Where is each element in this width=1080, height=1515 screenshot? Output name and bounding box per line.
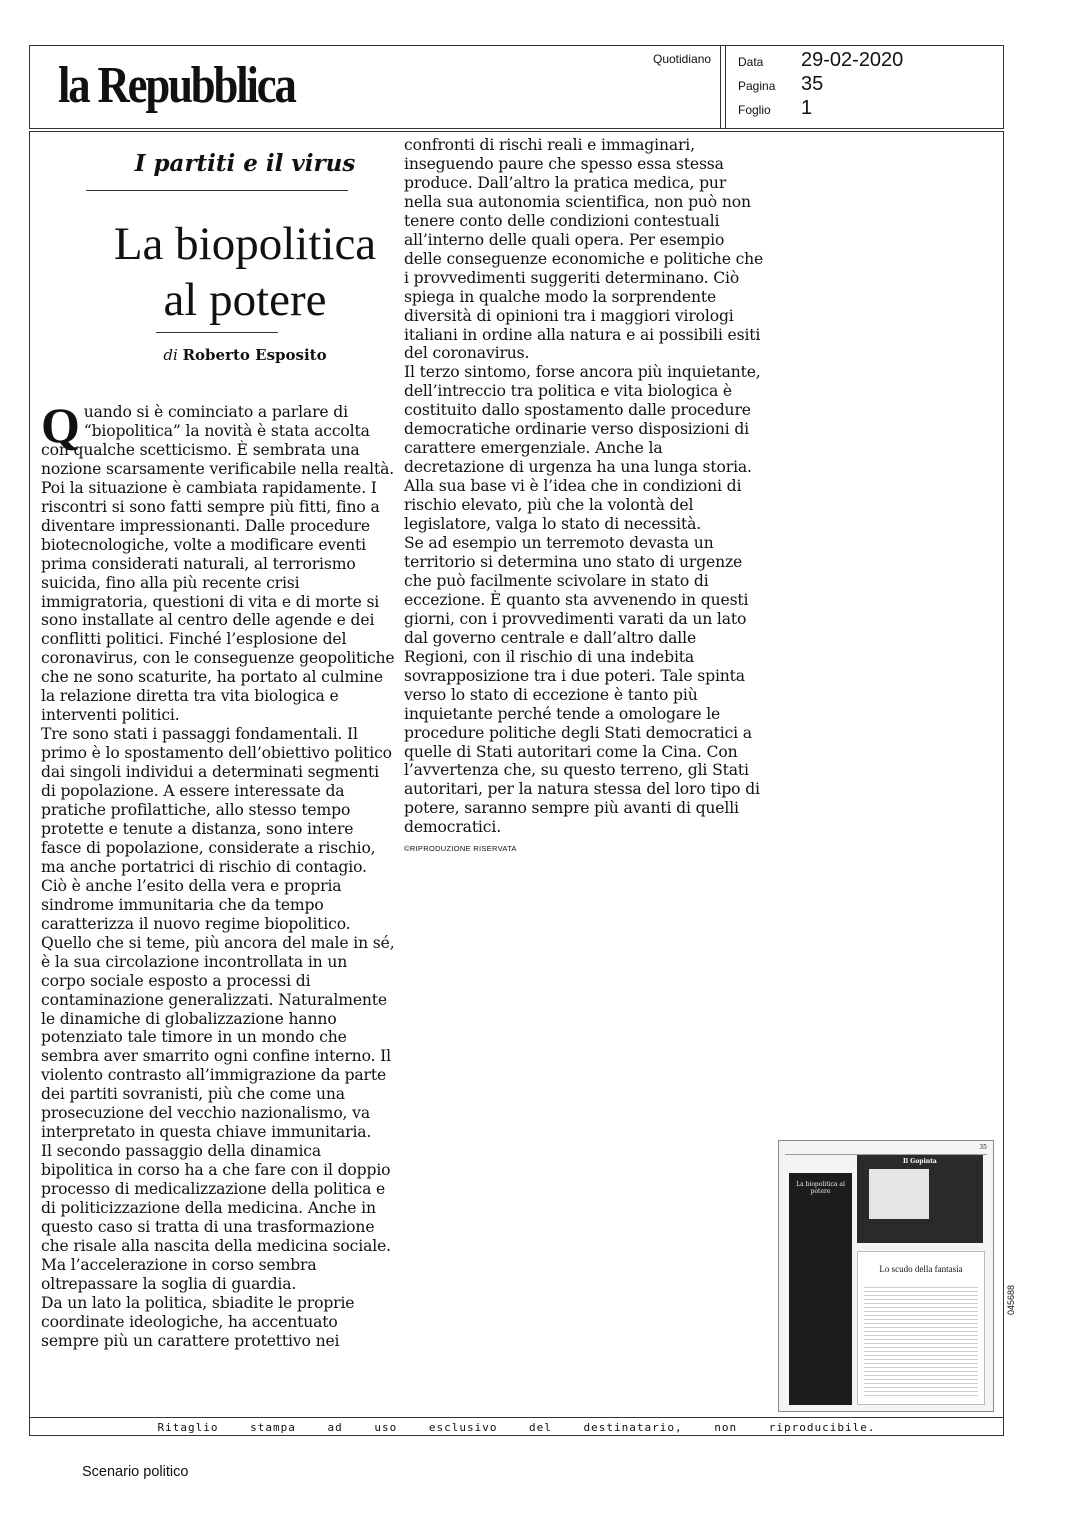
author-name: Roberto Esposito — [182, 346, 327, 364]
article-box — [29, 131, 1016, 1436]
header-divider — [725, 46, 726, 128]
paragraph: Da un lato la politica, sbiadite le proprie coordinate ideologiche, ha accentuato sempre più un carattere protettivo nei — [41, 1293, 355, 1350]
title-line-2: al potere — [163, 274, 327, 326]
title-rule — [156, 332, 278, 333]
thumbnail-right-title: Lo scudo della fantasia — [879, 1264, 963, 1274]
thumbnail-article-column — [789, 1173, 852, 1405]
byline-prefix: di — [163, 346, 178, 364]
paragraph: Il terzo sintomo, forse ancora più inquietante, dell’intreccio tra politica e vita biologica è costituito dallo spostamento dalle procedure democratiche ordinarie verso disposizioni di carattere emergenziale. Anche la decretazione di urgenza ha una lunga storia. Alla sua base vi è l’idea che in condizioni di rischio elevato, più che la volontà del legislatore, valga lo stato di necessità. — [404, 363, 761, 534]
paragraph-text: uando si è cominciato a parlare di “biopolitica” la novità è stata accolta con qualche scetticismo. È sembrata una nozione scarsamente verificabile nella realtà. Poi la situazione è cambiata rapidamente. I riscontri si sono fatti sempre più fitti, fino a diventare impressionanti. Dalle procedure biotecnologiche, volte a modificare eventi prima considerati naturali, al terrorismo suicida, fino alla più recente crisi immigratoria, questioni di vita e di morte si sono installate al centro delle agende e dei conflitti politici. Finché l’esplosione del coronavirus, con le conseguenze geopolitiche che ne sono scaturite, ha portato al culmine la relazione diretta tra vita biologica e interventi politici. — [41, 403, 395, 725]
thumbnail-right-article — [857, 1251, 985, 1405]
reproduction-notice: ©RIPRODUZIONE RISERVATA — [404, 844, 517, 854]
newspaper-masthead: la Repubblica — [58, 57, 295, 114]
meta-date-label: Data — [738, 55, 764, 69]
thumbnail-photo-label: Il Gopinta — [903, 1158, 937, 1165]
drop-cap: Q — [41, 397, 80, 453]
page-thumbnail — [778, 1140, 994, 1412]
thumbnail-text-lines — [864, 1284, 978, 1396]
title-line-1: La biopolitica — [113, 218, 377, 270]
publication-type: Quotidiano — [653, 52, 712, 66]
clipping-header — [29, 45, 1004, 129]
article-title — [70, 216, 420, 328]
text-column-1 — [41, 397, 396, 1351]
meta-page-value: 35 — [801, 73, 824, 95]
paragraph: confronti di rischi reali e immaginari, inseguendo paure che spesso essa stessa produce. Dall’altro la pratica medica, pur nella sua autonomia scientifica, non può non tenere conto delle condizioni contestuali all’interno delle quali opera. Per esempio delle conseguenze economiche e politiche che i provvedimenti suggeriti determinano. Ciò spiega in qualche modo la sorprendente diversità di opinioni tra i maggiori virologi italiani in ordine alla natura e ai possibili esiti del coronavirus. — [404, 136, 764, 363]
thumbnail-photo-figure — [869, 1169, 929, 1219]
thumbnail-photo — [857, 1155, 983, 1243]
bottom-rule — [30, 1417, 1003, 1418]
article-kicker: I partiti e il virus — [134, 150, 356, 177]
kicker-rule — [86, 190, 348, 191]
header-divider — [720, 46, 721, 128]
disclaimer: Ritaglio stampa ad uso esclusivo del destinatario, non riproducibile. — [157, 1421, 876, 1434]
meta-sheet-label: Foglio — [738, 103, 771, 117]
footer-category: Scenario politico — [82, 1464, 189, 1480]
paragraph: Se ad esempio un terremoto devasta un territorio si determina uno stato di urgenze che può facilmente scivolare in stato di eccezione. È quanto sta avvenendo in questi giorni, con i provvedimenti varati da un lato dal governo centrale e dall’altro dalle Regioni, con il rischio di una indebita sovrapposizione tra i due poteri. Tale spinta verso lo stato di eccezione è tanto più inquietante perché tende a omologare le procedure politiche degli Stati democratici a quelle di Stati autoritari come la Cina. Con l’avvertenza che, su questo terreno, gli Stati autoritari, per la natura stessa del loro tipo di potere, saranno sempre più avanti di quelli democratici. — [404, 534, 760, 837]
paragraph: Tre sono stati i passaggi fondamentali. Il primo è lo spostamento dell’obiettivo politico dai singoli individui a determinati segmenti di popolazione. A essere interessate da pratiche profilattiche, allo stesso tempo protette e tenute a distanza, sono intere fasce di popolazione, considerate a rischio, ma anche portatrici di rischio di contagio. Ciò è anche l’esito della vera e propria sindrome immunitaria che da tempo caratterizza il nuovo regime biopolitico. Quello che si teme, più ancora del male in sé, è la sua circolazione incontrollata in un corpo sociale esposto a processi di contaminazione generalizzati. Naturalmente le dinamiche di globalizzazione hanno potenziato tale timore in un mondo che sembra aver smarrito ogni confine interno. Il violento contrasto all’immigrazione da parte dei partiti sovranisti, più che come una prosecuzione del vecchio nazionalismo, va interpretato in questa chiave immunitaria. — [41, 725, 395, 1142]
byline — [70, 346, 420, 364]
meta-sheet-value: 1 — [801, 97, 813, 119]
thumbnail-header: 35 — [785, 1144, 987, 1155]
meta-page-label: Pagina — [738, 79, 776, 93]
text-column-2 — [404, 136, 764, 859]
paragraph — [41, 397, 396, 725]
clipping-code: 045688 — [1006, 1285, 1016, 1316]
meta-date-value: 29-02-2020 — [801, 49, 904, 71]
thumbnail-left-title: La biopolitica al potere — [796, 1181, 845, 1195]
paragraph: Il secondo passaggio della dinamica bipolitica in corso ha a che fare con il doppio processo di medicalizzazione della politica e di politicizzazione della medicina. Anche in questo caso si tratta di una trasformazione che risale alla nascita della medicina sociale. Ma l’accelerazione in corso sembra oltrepassare la soglia di guardia. — [41, 1142, 391, 1293]
